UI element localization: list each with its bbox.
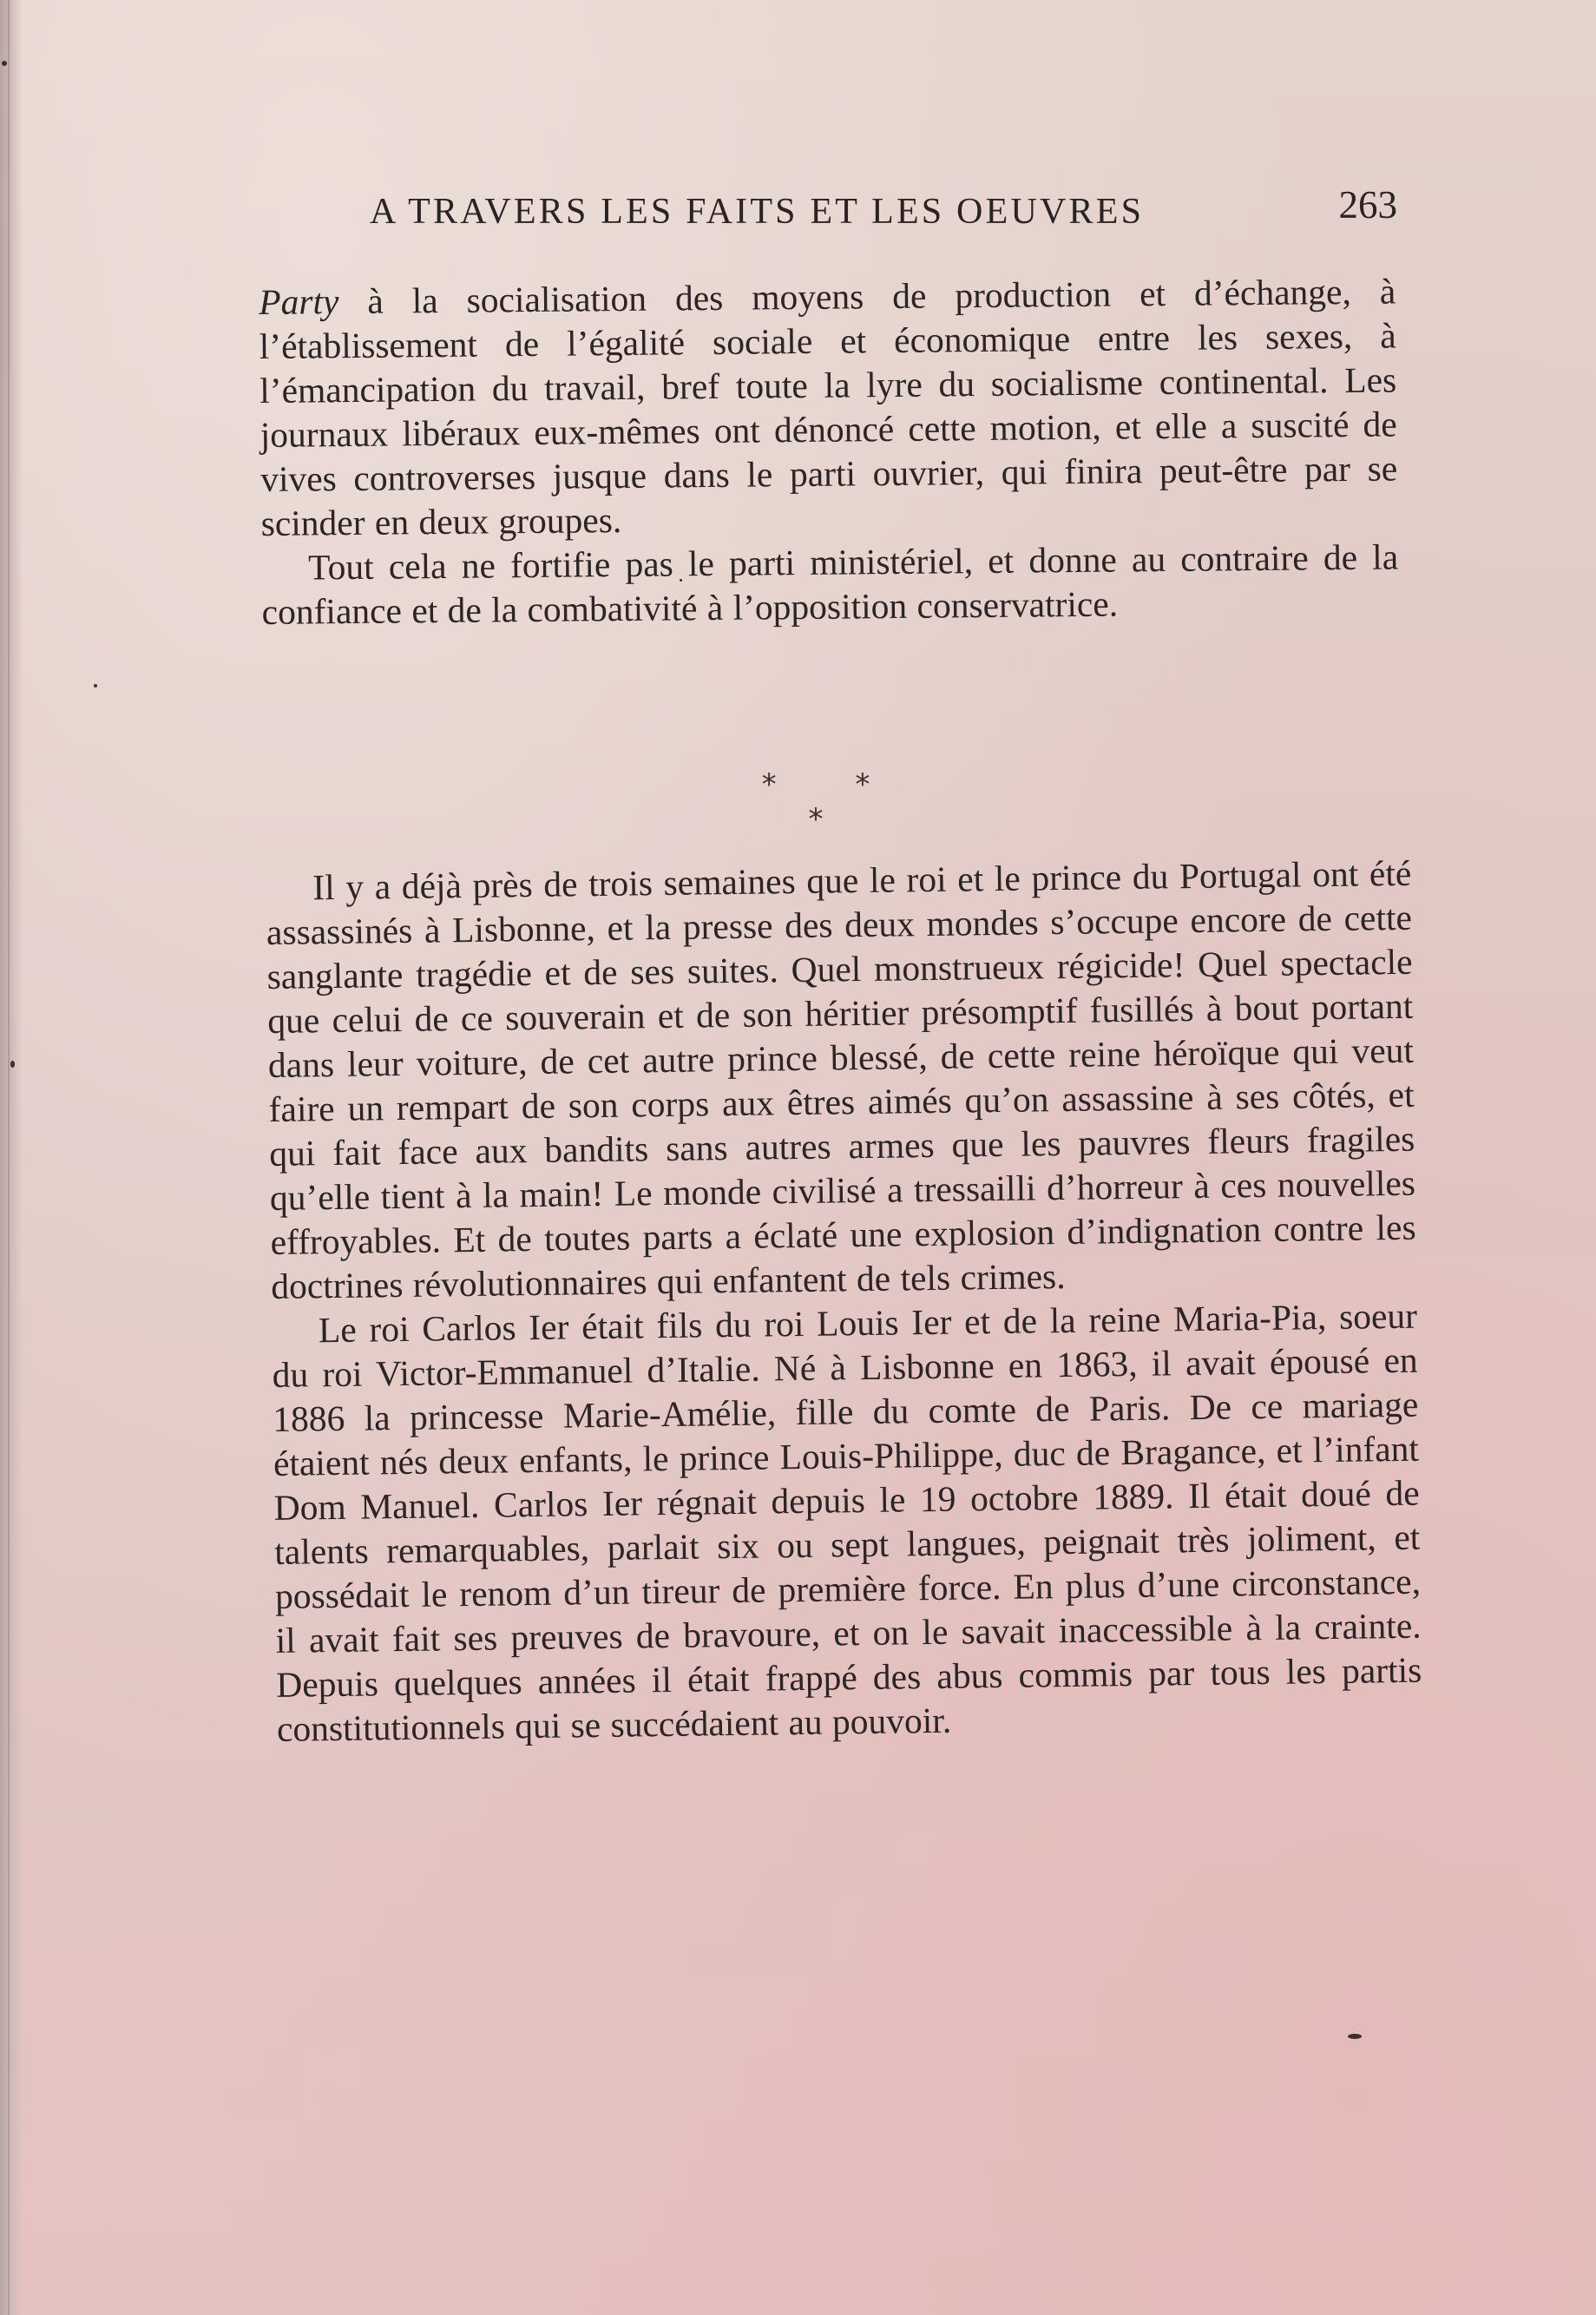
- ink-speck: [10, 1061, 15, 1068]
- paragraph: Il y a déjà près de trois semaines que le roi et le prince du Portugal ont été assassinés à Lisbonne, et la presse des deux mondes s’occupe encore de cette sanglante tragédie et de ses suites. Quel monstrueux régicide! Quel spectacle que celui de ce souverain et de son héritier présomptif fusillés à bout portant dans leur voiture, de cet autre prince blessé, de cette reine héroïque qui veut faire un rempart de son corps aux êtres aimés qu’on assassine à ses côtés, et qui fait face aux bandits sans autres armes que les pauvres fleurs fragiles qu’elle tient à la main! Le monde civilisé a tressailli d’horreur à ces nouvelles effroyables. Et de toutes parts a éclaté une explosion d’indignation contre les doctrines révolutionnaires qui enfantent de tels crimes.: [266, 852, 1416, 1306]
- page-header: [370, 181, 1397, 233]
- text-section-two: [266, 852, 1422, 1752]
- page-number: 263: [1338, 183, 1397, 227]
- ink-speck: [2, 61, 7, 66]
- italic-term: Party: [259, 281, 339, 322]
- section-separator: * * *: [761, 767, 905, 837]
- binding-edge: [8, 0, 10, 2315]
- running-title: A TRAVERS LES FAITS ET LES OEUVRES: [370, 192, 1145, 232]
- paragraph: Tout cela ne fortifie pas le parti ministériel, et donne au contraire de la confiance et de la combativité à l’opposition conservatrice.: [261, 536, 1399, 632]
- paragraph: Le roi Carlos Ier était fils du roi Louis Ier et de la reine Maria-Pia, soeur du roi Victor-Emmanuel d’Italie. Né à Lisbonne en 1863, il avait épousé en 1886 la princesse Marie-Amélie, fille du comte de Paris. De ce mariage étaient nés deux enfants, le prince Louis-Philippe, duc de Bragance, et l’infant Dom Manuel. Carlos Ier régnait depuis le 19 octobre 1889. Il était doué de talents remarquables, parlait six ou sept langues, peignait très joliment, et possédait le renom d’un tireur de première force. En plus d’une circonstance, il avait fait ses preuves de bravoure, et on le savait inaccessible à la crainte. Depuis quelques années il était frappé des abus commis par tous les partis constitutionnels qui se succédaient au pouvoir.: [272, 1295, 1422, 1749]
- text-section-one: [259, 269, 1399, 635]
- paragraph: [259, 269, 1398, 546]
- ink-speck: [94, 684, 97, 687]
- page-gutter: [0, 0, 23, 2315]
- paragraph-text: à la socialisation des moyens de production et d’échange, à l’établissement de l’égalité sociale et économique entre les sexes, à l’émancipation du travail, bref toute la lyre du socialisme continental. Les journaux libéraux eux-mêmes ont dénoncé cette motion, et elle a suscité de vives controverses jusque dans le parti ouvrier, qui finira peut-être par se scinder en deux groupes.: [259, 271, 1398, 543]
- ink-speck: [1348, 2034, 1362, 2039]
